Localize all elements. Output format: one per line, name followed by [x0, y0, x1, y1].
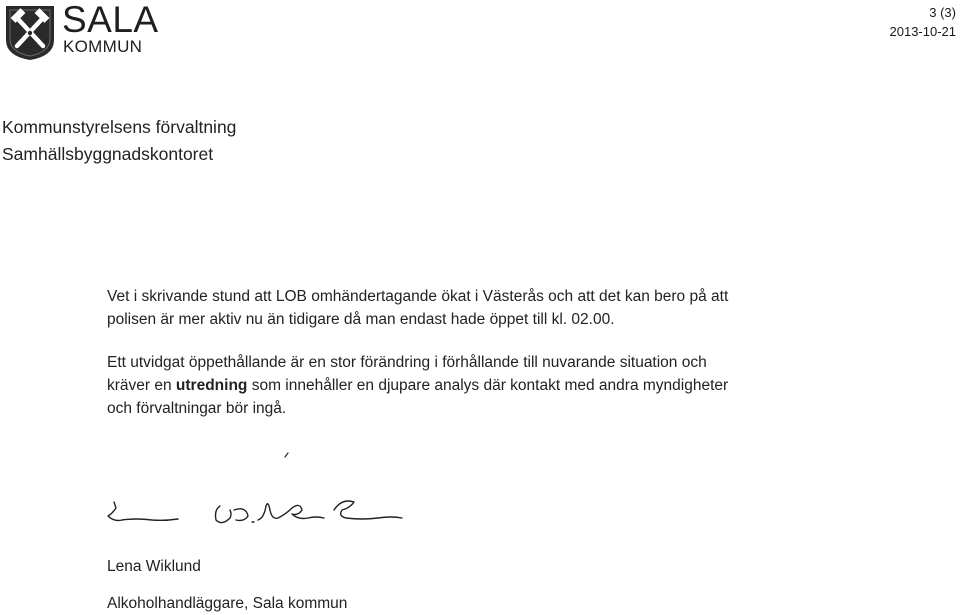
department-name: Kommunstyrelsens förvaltning [2, 117, 237, 137]
logo-subtitle: KOMMUN [63, 37, 143, 56]
body-paragraph-2 [107, 351, 852, 420]
stray-ink-mark [284, 452, 290, 458]
document-date: 2013-10-21 [889, 24, 956, 39]
emphasized-word: utredning [175, 377, 248, 394]
paragraph-2-line-3: och förvaltningar bör ingå. [107, 400, 287, 417]
paragraph-2-line-2-end: som innehåller en djupare analys där kontakt med andra myndigheter [247, 377, 729, 394]
paragraph-1-line-1: Vet i skrivande stund att LOB omhändertagande ökat i Västerås och att det kan bero på att [107, 288, 729, 305]
signer-title: Alkoholhandläggare, Sala kommun [107, 595, 348, 612]
paragraph-2-line-1: Ett utvidgat öppethållande är en stor förändring i förhållande till nuvarande situation och [107, 354, 707, 371]
paragraph-2-line-2 [107, 374, 852, 397]
paragraph-2-line-2-start: kräver en [107, 377, 176, 394]
handwritten-signature [102, 488, 422, 538]
signer-name: Lena Wiklund [107, 558, 201, 575]
logo-name: SALA [62, 0, 159, 40]
office-name: Samhällsbyggnadskontoret [2, 144, 214, 164]
paragraph-1-line-2: polisen är mer aktiv nu än tidigare då man endast hade öppet till kl. 02.00. [107, 311, 615, 328]
sala-kommun-logo [0, 0, 165, 66]
page-number: 3 (3) [929, 5, 956, 20]
crossed-hammers-emblem-icon [2, 2, 58, 62]
body-paragraph-1 [107, 285, 852, 331]
